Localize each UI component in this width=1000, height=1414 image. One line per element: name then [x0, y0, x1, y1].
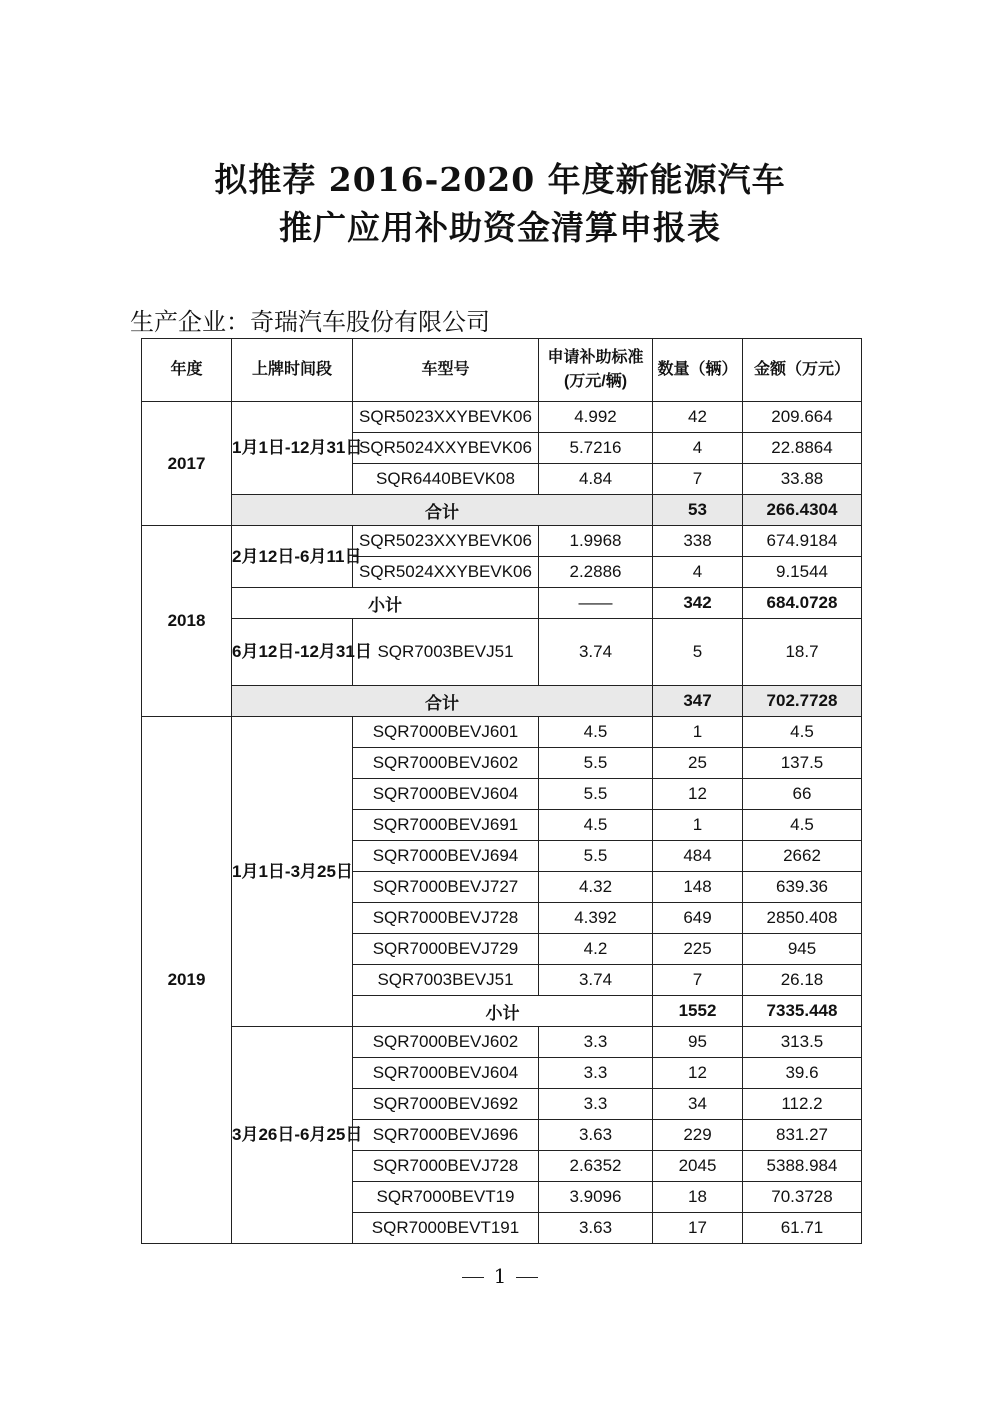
header-model: 车型号 [353, 339, 539, 402]
table-row [142, 402, 862, 433]
company-label: 生产企业：奇瑞汽车股份有限公司 [130, 308, 490, 336]
quantity-cell: 2045 [653, 1151, 743, 1182]
header-period: 上牌时间段 [232, 339, 353, 402]
table-row [142, 526, 862, 557]
model-cell: SQR7000BEVJ727 [353, 872, 539, 903]
model-cell: SQR7000BEVJ729 [353, 934, 539, 965]
standard-cell: 3.63 [539, 1213, 653, 1244]
total-label: 合计 [232, 686, 653, 717]
total-label: 合计 [232, 495, 653, 526]
model-cell: SQR7000BEVT19 [353, 1182, 539, 1213]
header-standard: 申请补助标准(万元/辆) [539, 339, 653, 402]
period-cell: 1月1日-3月25日 [232, 717, 353, 1027]
standard-cell: 2.6352 [539, 1151, 653, 1182]
model-cell: SQR7000BEVJ602 [353, 748, 539, 779]
quantity-cell: 12 [653, 779, 743, 810]
quantity-cell: 7 [653, 965, 743, 996]
standard-cell: 2.2886 [539, 557, 653, 588]
page-number-value: 1 [493, 1264, 507, 1288]
amount-cell: 2662 [743, 841, 862, 872]
quantity-cell: 484 [653, 841, 743, 872]
total-row [142, 686, 862, 717]
header-quantity: 数量（辆） [653, 339, 743, 402]
quantity-cell: 148 [653, 872, 743, 903]
subtotal-quantity: 1552 [653, 996, 743, 1027]
quantity-cell: 225 [653, 934, 743, 965]
standard-cell: 4.5 [539, 717, 653, 748]
amount-cell: 5388.984 [743, 1151, 862, 1182]
standard-cell: 4.32 [539, 872, 653, 903]
total-amount: 266.4304 [743, 495, 862, 526]
amount-cell: 2850.408 [743, 903, 862, 934]
standard-cell: 4.392 [539, 903, 653, 934]
subtotal-label: 小计 [353, 996, 653, 1027]
model-cell: SQR5024XXYBEVK06 [353, 433, 539, 464]
model-cell: SQR7000BEVT191 [353, 1213, 539, 1244]
standard-cell: 4.2 [539, 934, 653, 965]
page-rule-right [516, 1277, 538, 1278]
quantity-cell: 25 [653, 748, 743, 779]
amount-cell: 945 [743, 934, 862, 965]
period-cell: 6月12日-12月31日 [232, 619, 353, 686]
table-row [142, 1027, 862, 1058]
standard-cell: 3.74 [539, 619, 653, 686]
table-body [142, 402, 862, 1244]
quantity-cell: 229 [653, 1120, 743, 1151]
amount-cell: 209.664 [743, 402, 862, 433]
quantity-cell: 18 [653, 1182, 743, 1213]
quantity-cell: 34 [653, 1089, 743, 1120]
model-cell: SQR7000BEVJ601 [353, 717, 539, 748]
subtotal-row [142, 588, 862, 619]
page-number [0, 1264, 1000, 1288]
quantity-cell: 338 [653, 526, 743, 557]
quantity-cell: 4 [653, 557, 743, 588]
document-title-line-1: 拟推荐 2016-2020 年度新能源汽车 [214, 160, 786, 199]
document-title-line-2: 推广应用补助资金清算申报表 [279, 208, 721, 247]
amount-cell: 112.2 [743, 1089, 862, 1120]
quantity-cell: 4 [653, 433, 743, 464]
model-cell: SQR6440BEVK08 [353, 464, 539, 495]
total-quantity: 53 [653, 495, 743, 526]
standard-cell: 5.5 [539, 748, 653, 779]
standard-cell: 3.3 [539, 1027, 653, 1058]
model-cell: SQR7000BEVJ602 [353, 1027, 539, 1058]
total-row [142, 495, 862, 526]
year-cell: 2019 [142, 717, 232, 1244]
amount-cell: 4.5 [743, 717, 862, 748]
amount-cell: 18.7 [743, 619, 862, 686]
table-row [142, 717, 862, 748]
amount-cell: 70.3728 [743, 1182, 862, 1213]
standard-cell: 5.5 [539, 841, 653, 872]
subsidy-table [141, 338, 862, 1244]
period-cell: 1月1日-12月31日 [232, 402, 353, 495]
amount-cell: 9.1544 [743, 557, 862, 588]
model-cell: SQR5023XXYBEVK06 [353, 526, 539, 557]
total-amount: 702.7728 [743, 686, 862, 717]
standard-cell: 3.3 [539, 1089, 653, 1120]
standard-cell: 4.5 [539, 810, 653, 841]
page-rule-left [462, 1277, 484, 1278]
header-amount: 金额（万元） [743, 339, 862, 402]
model-cell: SQR7000BEVJ728 [353, 1151, 539, 1182]
model-cell: SQR7003BEVJ51 [353, 965, 539, 996]
model-cell: SQR7000BEVJ728 [353, 903, 539, 934]
amount-cell: 831.27 [743, 1120, 862, 1151]
table-row [142, 619, 862, 686]
header-year: 年度 [142, 339, 232, 402]
amount-cell: 26.18 [743, 965, 862, 996]
amount-cell: 639.36 [743, 872, 862, 903]
amount-cell: 66 [743, 779, 862, 810]
year-cell: 2017 [142, 402, 232, 526]
quantity-cell: 1 [653, 717, 743, 748]
amount-cell: 61.71 [743, 1213, 862, 1244]
standard-cell: 1.9968 [539, 526, 653, 557]
standard-cell: 3.74 [539, 965, 653, 996]
standard-cell: 4.992 [539, 402, 653, 433]
quantity-cell: 95 [653, 1027, 743, 1058]
standard-cell: 3.9096 [539, 1182, 653, 1213]
standard-cell: 3.63 [539, 1120, 653, 1151]
subtotal-label: 小计 [232, 588, 539, 619]
amount-cell: 33.88 [743, 464, 862, 495]
amount-cell: 39.6 [743, 1058, 862, 1089]
model-cell: SQR5023XXYBEVK06 [353, 402, 539, 433]
table-header [142, 339, 862, 402]
standard-cell: 5.5 [539, 779, 653, 810]
standard-cell: 3.3 [539, 1058, 653, 1089]
standard-cell: 5.7216 [539, 433, 653, 464]
model-cell: SQR7000BEVJ696 [353, 1120, 539, 1151]
quantity-cell: 5 [653, 619, 743, 686]
subtotal-amount: 684.0728 [743, 588, 862, 619]
amount-cell: 674.9184 [743, 526, 862, 557]
total-quantity: 347 [653, 686, 743, 717]
quantity-cell: 7 [653, 464, 743, 495]
amount-cell: 22.8864 [743, 433, 862, 464]
amount-cell: 137.5 [743, 748, 862, 779]
model-cell: SQR7000BEVJ692 [353, 1089, 539, 1120]
amount-cell: 313.5 [743, 1027, 862, 1058]
model-cell: SQR7000BEVJ694 [353, 841, 539, 872]
amount-cell: 4.5 [743, 810, 862, 841]
period-cell: 2月12日-6月11日 [232, 526, 353, 588]
quantity-cell: 12 [653, 1058, 743, 1089]
quantity-cell: 42 [653, 402, 743, 433]
period-cell: 3月26日-6月25日 [232, 1027, 353, 1244]
subtotal-quantity: 342 [653, 588, 743, 619]
year-cell: 2018 [142, 526, 232, 717]
model-cell: SQR7003BEVJ51 [353, 619, 539, 686]
model-cell: SQR7000BEVJ604 [353, 779, 539, 810]
model-cell: SQR7000BEVJ604 [353, 1058, 539, 1089]
subtotal-amount: 7335.448 [743, 996, 862, 1027]
quantity-cell: 1 [653, 810, 743, 841]
subtotal-standard: —— [539, 588, 653, 619]
quantity-cell: 649 [653, 903, 743, 934]
model-cell: SQR5024XXYBEVK06 [353, 557, 539, 588]
quantity-cell: 17 [653, 1213, 743, 1244]
model-cell: SQR7000BEVJ691 [353, 810, 539, 841]
standard-cell: 4.84 [539, 464, 653, 495]
